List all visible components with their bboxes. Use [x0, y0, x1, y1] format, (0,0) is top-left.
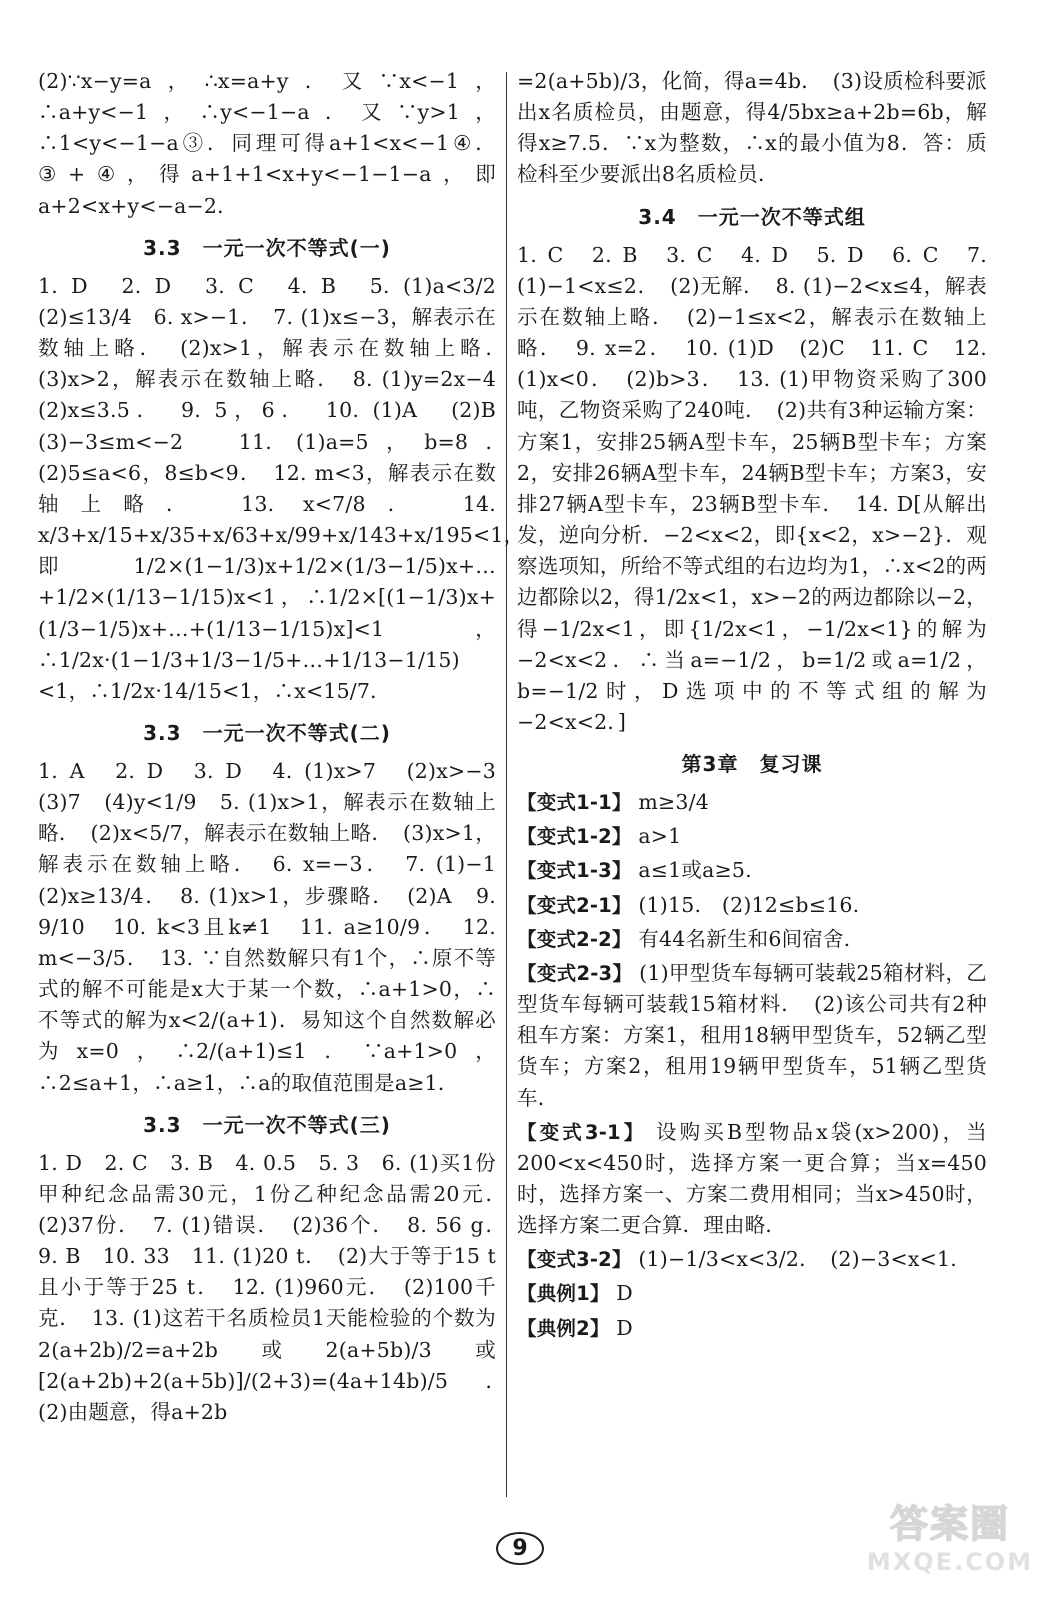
section-answers-3-4: 1. C 2. B 3. C 4. D 5. D 6. C 7. (1)−1<x≤2． (2)无解． 8. (1)−2<x≤4，解表示在数轴上略． (2)−1≤x<2，解表示在数轴上略． 9. x=2． 10. (1)D (2)C 11. C 12. (1)x<0． (2)b>3． 13. (1)甲物资采购了300吨，乙物资采购了240吨． (2)共有3种运输方案：方案1，安排25辆A型卡车，25辆B型卡车；方案2，安排26辆A型卡车，24辆B型卡车；方案3，安排27辆A型卡车，23辆B型卡车． 14. D[从解出发，逆向分析．−2<x<2，即{x<2，x>−2}．观察选项知，所给不等式组的右边均为1，∴x<2的两边都除以2，得1/2x<1，x>−2的两边都除以−2，得−1/2x<1，即{1/2x<1，−1/2x<1}的解为−2<x<2．∴当a=−1/2，b=1/2或a=1/2，b=−1/2时，D选项中的不等式组的解为−2<x<2．]: [517, 242, 987, 734]
watermark-url: MXQE.COM: [866, 1548, 1034, 1576]
continued-solution-right: =2(a+5b)/3，化简，得a=4b． (3)设质检科要派出x名质检员，由题意，得4/5bx≥a+2b=6b，解得x≥7.5．∵x为整数，∴x的最小值为8．答：质检科至少要派出8名质检员．: [517, 69, 987, 187]
review-tag: 【变式2-2】: [517, 927, 632, 951]
section-heading-review: 第3章 复习课: [681, 752, 823, 777]
review-answer: a≤1或a≥5.: [638, 858, 752, 883]
watermark-logo-text: 答案圈: [889, 1502, 1010, 1546]
column-divider: [506, 72, 507, 1497]
review-answer: a>1: [638, 824, 682, 849]
review-tag: 【变式3-1】: [517, 1120, 647, 1144]
review-answer: 有44名新生和6间宿舍.: [638, 926, 851, 951]
review-item: [517, 821, 987, 852]
page-number: [490, 1532, 550, 1568]
review-tag: 【变式1-1】: [517, 791, 632, 815]
section-answers-3-3-1: 1. D 2. D 3. C 4. B 5. (1)a<3/2 (2)≤13/4 6. x>−1． 7. (1)x≤−3，解表示在数轴上略． (2)x>1，解表示在数轴上略． (3)x>2，解表示在数轴上略． 8. (1)y=2x−4 (2)x≤3.5． 9. 5，6． 10. (1)A (2)B (3)−3≤m<−2 11. (1)a=5，b=8． (2)5≤a<6，8≤b<9． 12. m<3，解表示在数轴上略． 13. x<7/8． 14. x/3+x/15+x/35+x/63+x/99+x/143+x/195<1，即 1/2×(1−1/3)x+1/2×(1/3−1/5)x+…+1/2×(1/13−1/15)x<1，∴1/2×[(1−1/3)x+(1/3−1/5)x+…+(1/13−1/15)x]<1，∴1/2x·(1−1/3+1/3−1/5+…+1/13−1/15)<1，∴1/2x·14/15<1，∴x<15/7．: [38, 273, 525, 703]
review-tag: 【变式1-2】: [517, 825, 632, 849]
review-tag: 【变式1-3】: [517, 859, 632, 883]
review-item: [517, 787, 987, 818]
page-number-label: 9: [496, 1532, 543, 1565]
review-item: [517, 890, 987, 921]
section-heading-3-3-1: 3.3 一元一次不等式(一): [143, 235, 391, 260]
review-tag: 【典例2】: [517, 1316, 610, 1340]
right-column: [517, 66, 987, 1344]
review-answer: (1)15. (2)12≤b≤16.: [638, 892, 860, 917]
left-column: [38, 66, 525, 1428]
section-answers-3-3-2: 1. A 2. D 3. D 4. (1)x>7 (2)x>−3 (3)7 (4)y<1/9 5. (1)x>1，解表示在数轴上略． (2)x<5/7，解表示在数轴上略． (3)x>1，解表示在数轴上略． 6. x=−3． 7. (1)−1 (2)x≥13/4． 8. (1)x>1，步骤略． (2)A 9. 9/10 10. k<3且k≠1 11. a≥10/9． 12. m<−3/5． 13. ∵自然数解只有1个，∴原不等式的解不可能是x大于某一个数，∴a+1>0，∴不等式的解为x<2/(a+1)．易知这个自然数解必为x=0，∴2/(a+1)≤1．∵a+1>0，∴2≤a+1，∴a≥1，∴a的取值范围是a≥1．: [38, 758, 517, 1095]
review-item: [517, 1244, 987, 1275]
review-item: [517, 855, 987, 886]
review-tag: 【典例1】: [517, 1282, 610, 1306]
section-heading-3-4: 3.4 一元一次不等式组: [638, 204, 866, 229]
review-tag: 【变式2-1】: [517, 893, 632, 917]
review-item: [517, 1278, 987, 1309]
review-tag: 【变式3-2】: [517, 1248, 632, 1272]
review-answer: D: [616, 1315, 633, 1340]
review-answer: 设购买B型物品x袋(x>200)，当200<x<450时，选择方案一更合算；当x=450时，选择方案一、方案二费用相同；当x>450时，选择方案二更合算．理由略．: [517, 1119, 988, 1238]
review-item: [517, 1313, 987, 1344]
section-answers-3-3-3: 1. D 2. C 3. B 4. 0.5 5. 3 6. (1)买1份甲种纪念品需30元，1份乙种纪念品需20元． (2)37份． 7. (1)错误． (2)36个． 8. 56 g． 9. B 10. 33 11. (1)20 t． (2)大于等于15 t且小于等于25 t． 12. (1)960元． (2)100千克． 13. (1)这若干名质检员1天能检验的个数为2(a+2b)/2=a+2b或2(a+5b)/3或[2(a+2b)+2(a+5b)]/(2+3)=(4a+14b)/5． (2)由题意，得a+2b: [38, 1150, 517, 1424]
review-item: [517, 958, 987, 1114]
section-heading-3-3-2: 3.3 一元一次不等式(二): [143, 720, 391, 745]
review-item: [517, 1117, 987, 1242]
review-answer: (1)甲型货车每辆可装载25箱材料，乙型货车每辆可装载15箱材料． (2)该公司共有2种租车方案：方案1，租用18辆甲型货车，52辆乙型货车；方案2，租用19辆甲型货车，51辆乙型货车．: [517, 960, 987, 1110]
review-answer: (1)−1/3<x<3/2． (2)−3<x<1.: [638, 1247, 957, 1272]
review-answer: D: [616, 1281, 633, 1306]
review-tag: 【变式2-3】: [517, 961, 633, 985]
section-heading-3-3-3: 3.3 一元一次不等式(三): [143, 1112, 391, 1137]
continued-solution: (2)∵x−y=a，∴x=a+y．又∵x<−1，∴a+y<−1，∴y<−1−a．又∵y>1，∴1<y<−1−a③．同理可得a+1<x<−1④．③+④，得a+1+1<x+y<−1−1−a，即a+2<x+y<−a−2．: [38, 69, 496, 218]
review-item: [517, 924, 987, 955]
site-watermark-logo: [865, 1493, 1035, 1588]
review-answer: m≥3/4: [638, 790, 709, 815]
